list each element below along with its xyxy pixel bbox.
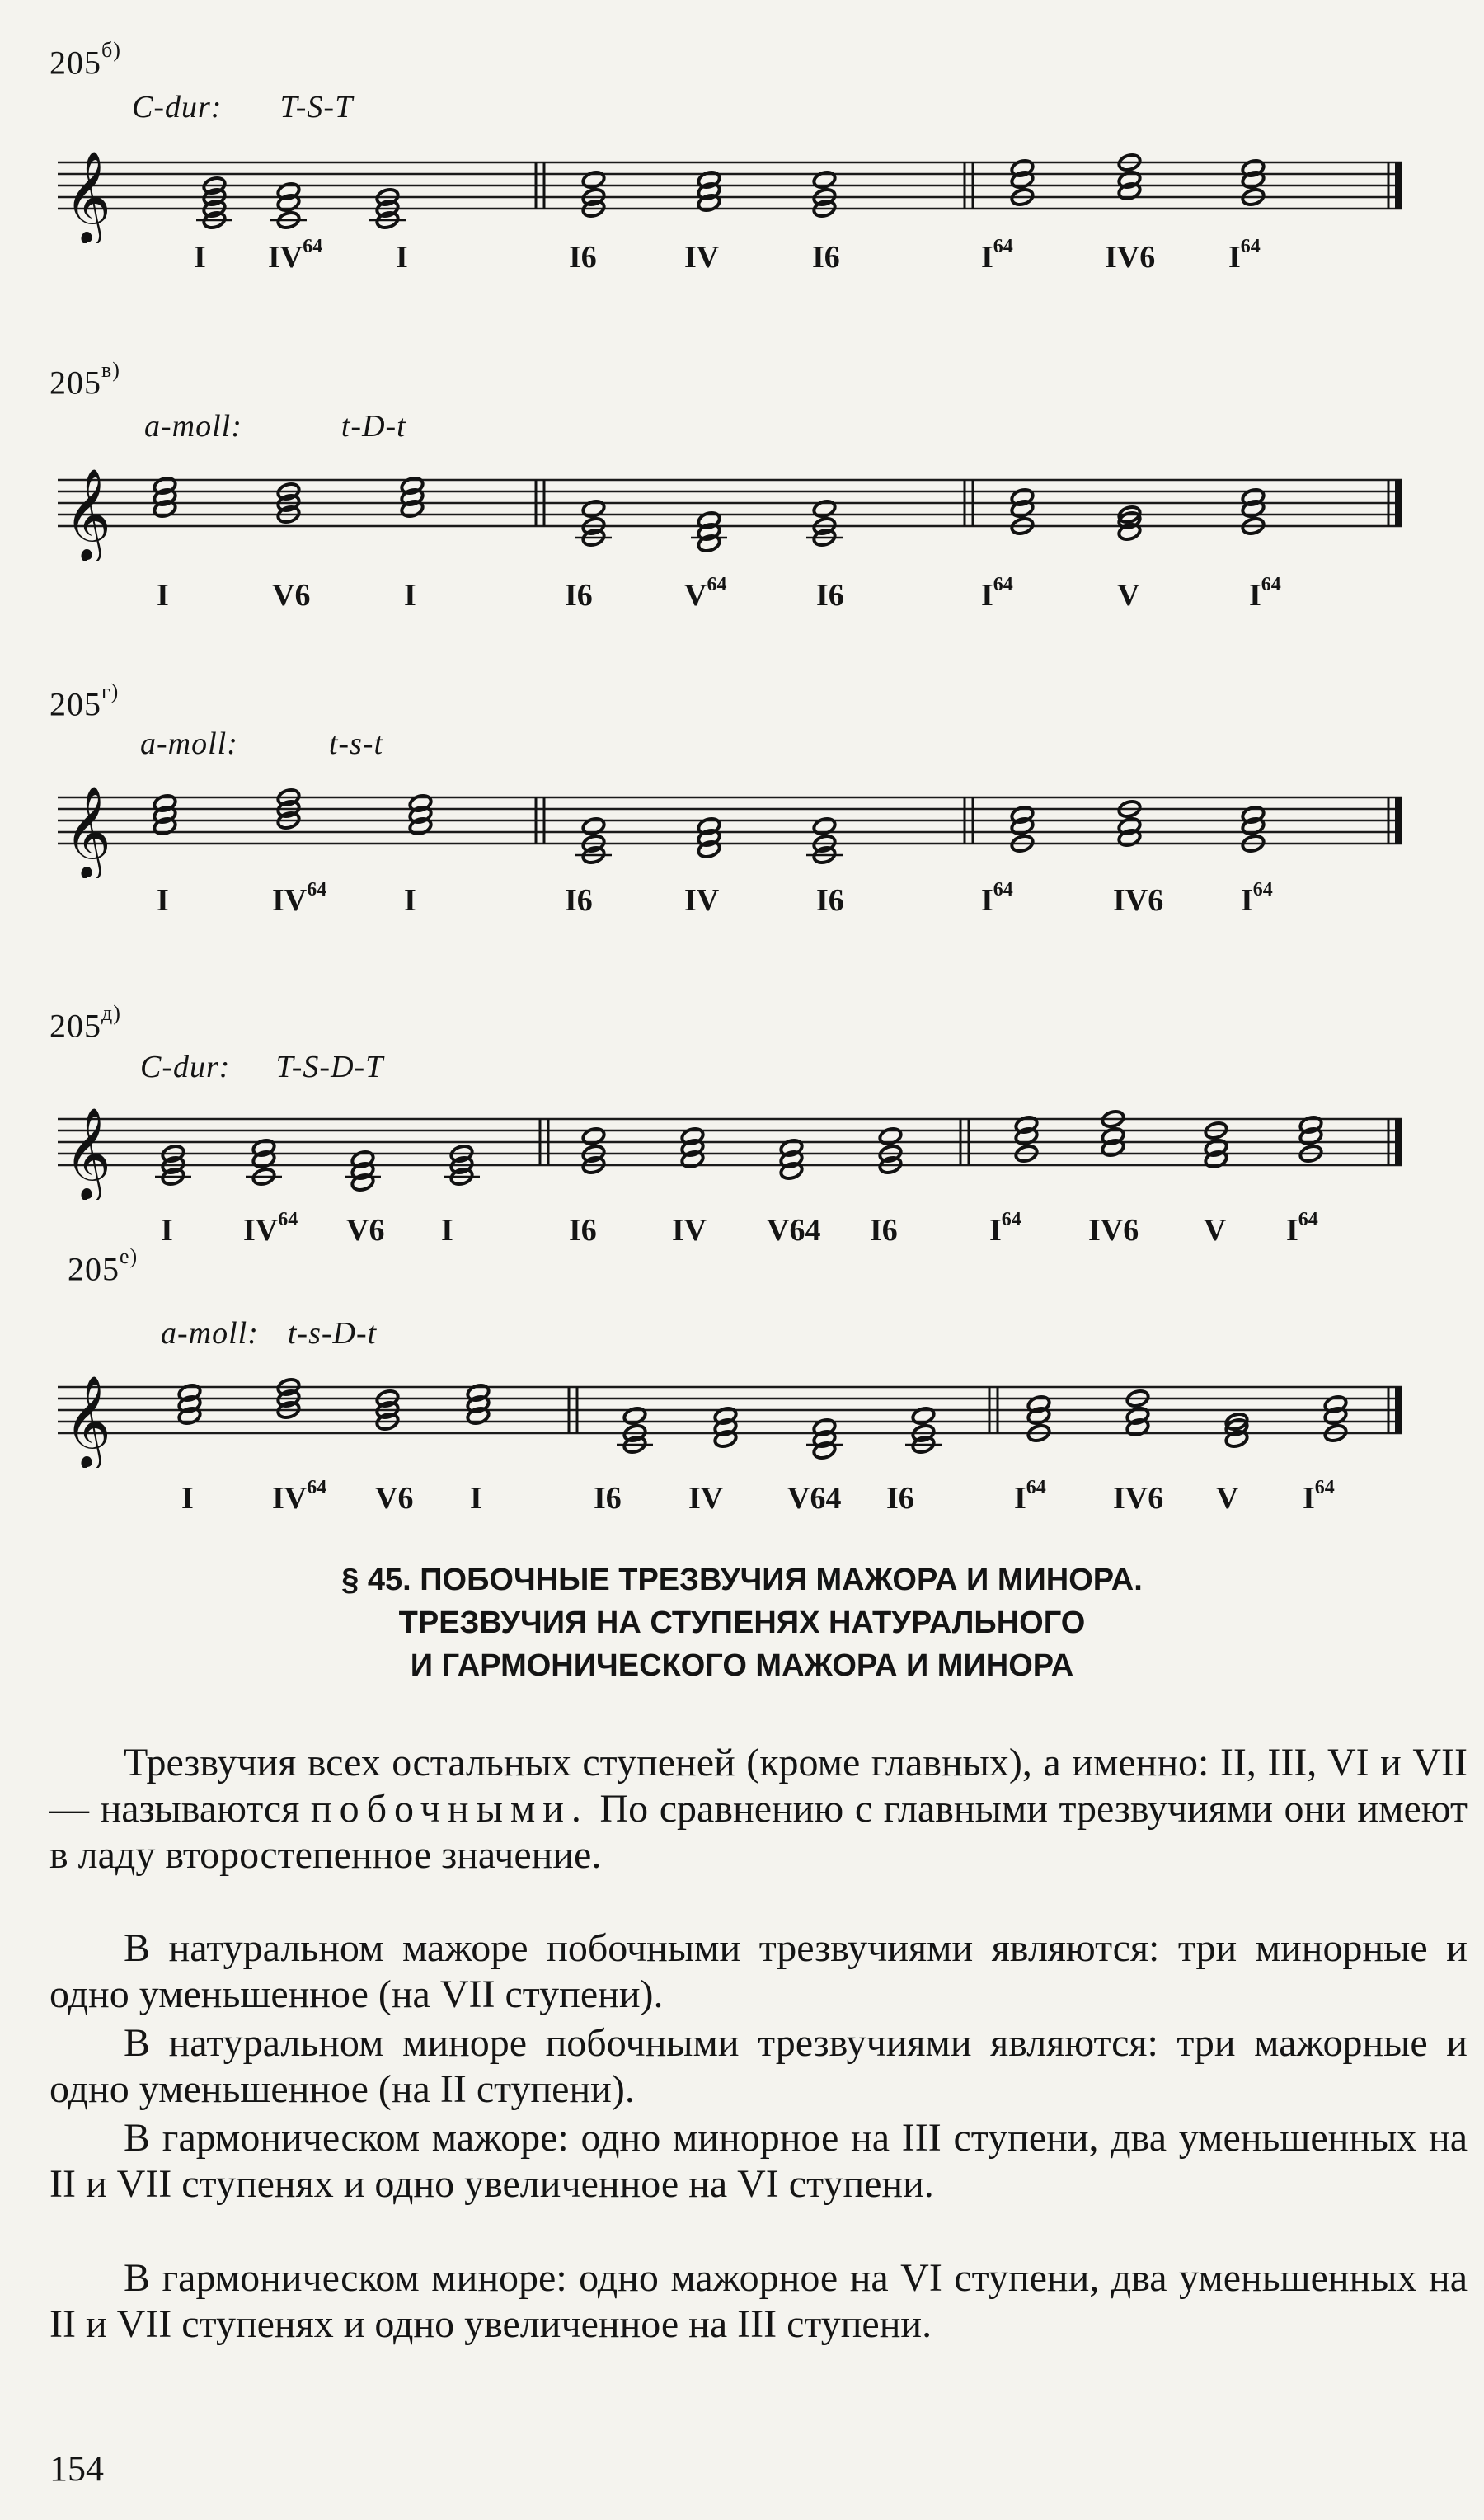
roman-numeral: IV6 [1105,240,1156,275]
paragraph: В натуральном миноре побочными трезвучиями являются: три мажорные и одно уменьшенное (на II ступени). [49,2021,1468,2111]
staff-notation [0,128,1484,243]
heading-line: § 45. ПОБОЧНЫЕ ТРЕЗВУЧИЯ МАЖОРА И МИНОРА. [341,1563,1143,1597]
staff-notation [0,445,1484,561]
roman-numeral: I6 [886,1481,914,1516]
treble-clef-icon: 𝄞 [64,785,111,877]
whole-note [812,499,837,519]
roman-numeral: I [157,578,169,613]
final-barline [1395,162,1402,209]
roman-numeral: V6 [346,1213,385,1248]
example-number: $205^{е)}$ [68,1244,139,1288]
roman-numeral: I [194,240,206,275]
key-and-functions: a-moll: t-s-t [140,726,384,761]
roman-numeral: IV [684,240,720,275]
treble-clef-icon: 𝄞 [64,150,111,242]
roman-numeral: $I^{64}$ [981,236,1013,275]
music-staff [0,445,1484,561]
paragraph: В гармоническом миноре: одно мажорное на VI ступени, два уменьшенных на II и VII ступенях и одно увеличенное на III ступени. [49,2256,1468,2346]
whole-note [581,499,606,519]
roman-numeral: IV [688,1481,724,1516]
treble-clef-icon: 𝄞 [64,468,111,560]
roman-numeral: I6 [816,578,844,613]
roman-numeral: I [404,578,416,613]
paragraph: Трезвучия всех остальных ступеней (кроме главных), а именно: II, III, VI и VII — называются побочными. По сравнению с главными трезвучиями они имеют в ладу второстепенное значение. [49,1741,1468,1877]
roman-numeral: $I^{64}$ [1228,236,1261,275]
page-number: 154 [49,2448,104,2489]
emphasized-term: побочными. [310,1787,589,1831]
paragraph: В гармоническом мажоре: одно минорное на III ступени, два уменьшенных на II и VII ступенях и одно увеличенное на VI ступени. [49,2116,1468,2206]
roman-numeral: $I^{64}$ [981,574,1013,613]
roman-numeral: $I^{64}$ [1241,879,1273,918]
roman-numeral: $I^{64}$ [1014,1477,1046,1516]
whole-note [812,816,837,836]
roman-numeral: IV6 [1113,1481,1164,1516]
key-and-functions: C-dur: T-S-T [132,90,354,125]
key-and-functions: C-dur: T-S-D-T [140,1050,384,1084]
roman-numeral: $I^{64}$ [989,1209,1021,1248]
example-number: $205^{б)}$ [49,38,121,82]
whole-note [622,1406,647,1426]
staff-notation [0,763,1484,878]
treble-clef-icon: 𝄞 [64,1107,111,1199]
roman-numeral: V [1117,578,1140,613]
music-staff [0,1352,1484,1468]
roman-numeral: IV6 [1113,883,1164,918]
roman-numeral: $V^{64}$ [684,574,727,613]
staff-notation [0,1084,1484,1200]
roman-numeral: I6 [594,1481,622,1516]
roman-numeral: I6 [870,1213,898,1248]
roman-numeral: $I^{64}$ [981,879,1013,918]
roman-numeral: I [441,1213,453,1248]
whole-note [812,170,837,190]
roman-numeral: V6 [375,1481,414,1516]
final-barline [1395,480,1402,526]
example-number: $205^{в)}$ [49,358,120,402]
roman-numeral: IV [672,1213,707,1248]
roman-numeral: $I^{64}$ [1249,574,1281,613]
heading-line: ТРЕЗВУЧИЯ НА СТУПЕНЯХ НАТУРАЛЬНОГО [398,1606,1086,1640]
roman-numeral: I [470,1481,482,1516]
roman-numeral: V64 [767,1213,821,1248]
roman-numeral: I6 [816,883,844,918]
treble-clef-icon: 𝄞 [64,1375,111,1467]
roman-numeral: IV [684,883,720,918]
roman-numeral: IV$^{64}$ [272,879,327,918]
roman-numeral: V [1216,1481,1239,1516]
whole-note [581,816,606,836]
music-staff [0,1084,1484,1200]
roman-numeral: IV$^{64}$ [268,236,323,275]
key-and-functions: a-moll: t-s-D-t [161,1316,378,1351]
staff-notation [0,1352,1484,1468]
final-barline [1395,797,1402,844]
roman-numeral: $I^{64}$ [1303,1477,1335,1516]
roman-numeral: V64 [787,1481,842,1516]
roman-numeral: I [161,1213,173,1248]
roman-numeral: I [157,883,169,918]
whole-note [581,170,606,190]
roman-numeral: I6 [569,240,597,275]
whole-note [878,1126,903,1146]
music-staff [0,128,1484,243]
whole-note [911,1406,936,1426]
roman-numeral: IV$^{64}$ [243,1209,298,1248]
whole-note [581,1126,606,1146]
roman-numeral: I6 [569,1213,597,1248]
roman-numeral: $I^{64}$ [1286,1209,1318,1248]
roman-numeral: I [181,1481,194,1516]
roman-numeral: V [1204,1213,1227,1248]
roman-numeral: I [396,240,408,275]
paragraph: В натуральном мажоре побочными трезвучиями являются: три минорные и одно уменьшенное (на VII ступени). [49,1926,1468,2016]
roman-numeral: I6 [565,578,593,613]
final-barline [1395,1119,1402,1165]
roman-numeral: I [404,883,416,918]
roman-numeral: IV$^{64}$ [272,1477,327,1516]
roman-numeral: I6 [812,240,840,275]
roman-numeral: IV6 [1088,1213,1139,1248]
roman-numeral: V6 [272,578,311,613]
section-heading [0,1559,1484,1687]
key-and-functions: a-moll: t-D-t [144,409,406,444]
music-staff [0,763,1484,878]
example-number: $205^{г)}$ [49,679,120,723]
roman-numeral: I6 [565,883,593,918]
heading-line: И ГАРМОНИЧЕСКОГО МАЖОРА И МИНОРА [410,1648,1074,1683]
example-number: $205^{д)}$ [49,1001,121,1045]
final-barline [1395,1387,1402,1433]
